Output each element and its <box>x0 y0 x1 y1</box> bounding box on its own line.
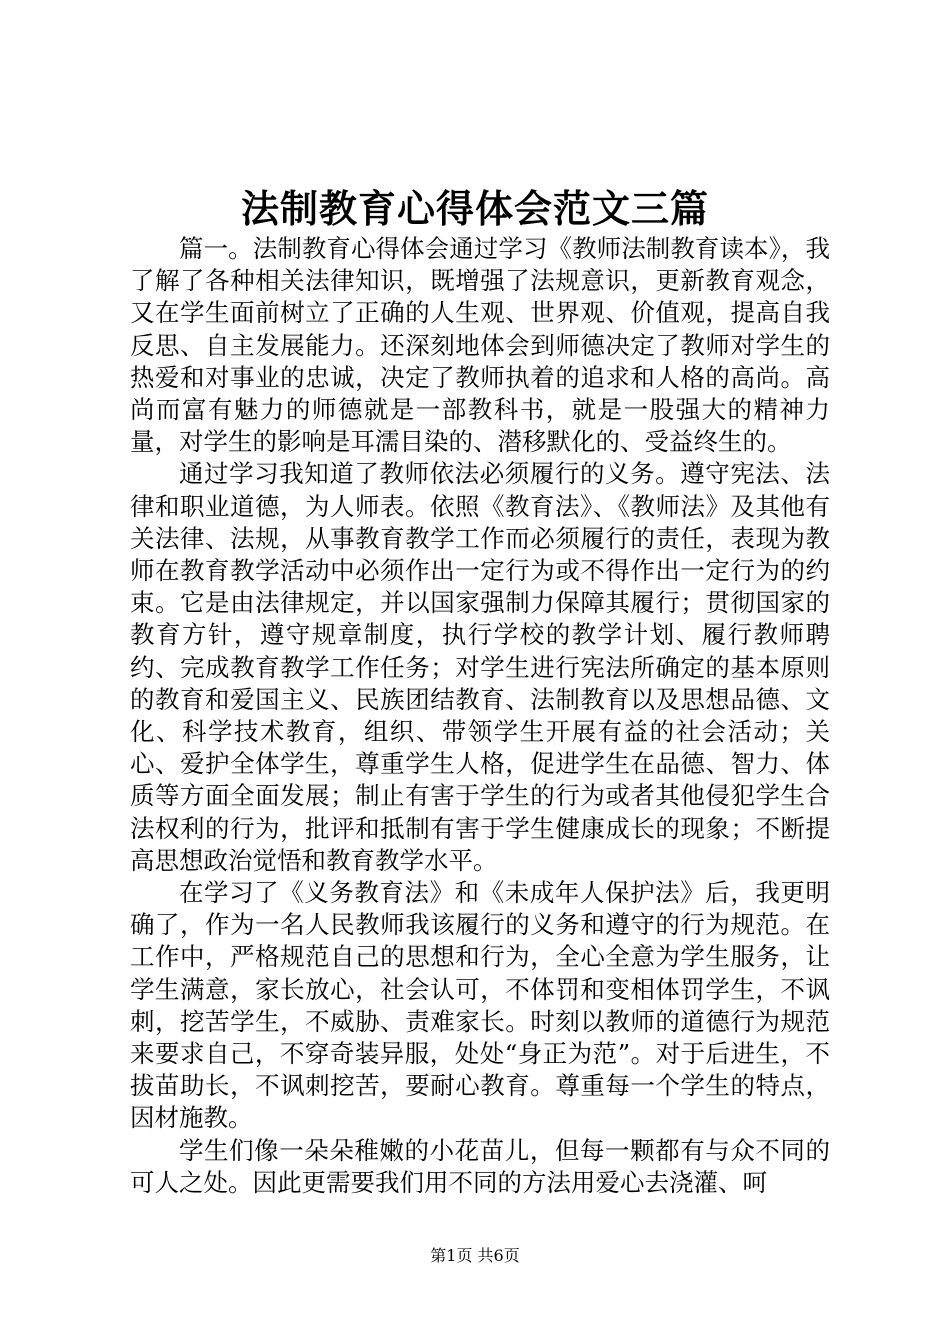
paragraph-4: 学生们像一朵朵稚嫩的小花苗儿，但每一颗都有与众不同的可人之处。因此更需要我们用不同的方法用爱心去浇灌、呵 <box>130 1135 830 1197</box>
paragraph-2: 通过学习我知道了教师依法必须履行的义务。遵守宪法、法律和职业道德，为人师表。依照《教育法》、《教师法》及其他有关法律、法规，从事教育教学工作而必须履行的责任，表现为教师在教育教学活动中必须作出一定行为或不得作出一定行为的约束。它是由法律规定，并以国家强制力保障其履行；贯彻国家的教育方针，遵守规章制度，执行学校的教学计划、履行教师聘约、完成教育教学工作任务；对学生进行宪法所确定的基本原则的教育和爱国主义、民族团结教育、法制教育以及思想品德、文化、科学技术教育，组织、带领学生开展有益的社会活动；关心、爱护全体学生，尊重学生人格，促进学生在品德、智力、体质等方面全面发展；制止有害于学生的行为或者其他侵犯学生合法权利的行为，批评和抵制有害于学生健康成长的现象；不断提高思想政治觉悟和教育教学水平。 <box>130 459 830 875</box>
page-footer <box>0 1245 950 1267</box>
document-body <box>130 233 830 1199</box>
paragraph-3: 在学习了《义务教育法》和《未成年人保护法》后，我更明确了，作为一名人民教师我该履行的义务和遵守的行为规范。在工作中，严格规范自己的思想和行为，全心全意为学生服务，让学生满意，家长放心，社会认可，不体罚和变相体罚学生，不讽刺，挖苦学生，不威胁、责难家长。时刻以教师的道德行为规范来要求自己，不穿奇装异服，处处“身正为范”。对于后进生，不拔苗助长，不讽刺挖苦，要耐心教育。尊重每一个学生的特点，因材施教。 <box>130 878 830 1133</box>
document-title: 法制教育心得体会范文三篇 <box>240 186 709 231</box>
page-number-label: 第1页 共6页 <box>430 1246 520 1265</box>
paragraph-1: 篇一。法制教育心得体会通过学习《教师法制教育读本》，我了解了各种相关法律知识，既增强了法规意识，更新教育观念，又在学生面前树立了正确的人生观、世界观、价值观，提高自我反思、自主发展能力。还深刻地体会到师德决定了教师对学生的热爱和对事业的忠诚，决定了教师执着的追求和人格的高尚。高尚而富有魅力的师德就是一部教科书，就是一股强大的精神力量，对学生的影响是耳濡目染的、潜移默化的、受益终生的。 <box>130 234 830 457</box>
